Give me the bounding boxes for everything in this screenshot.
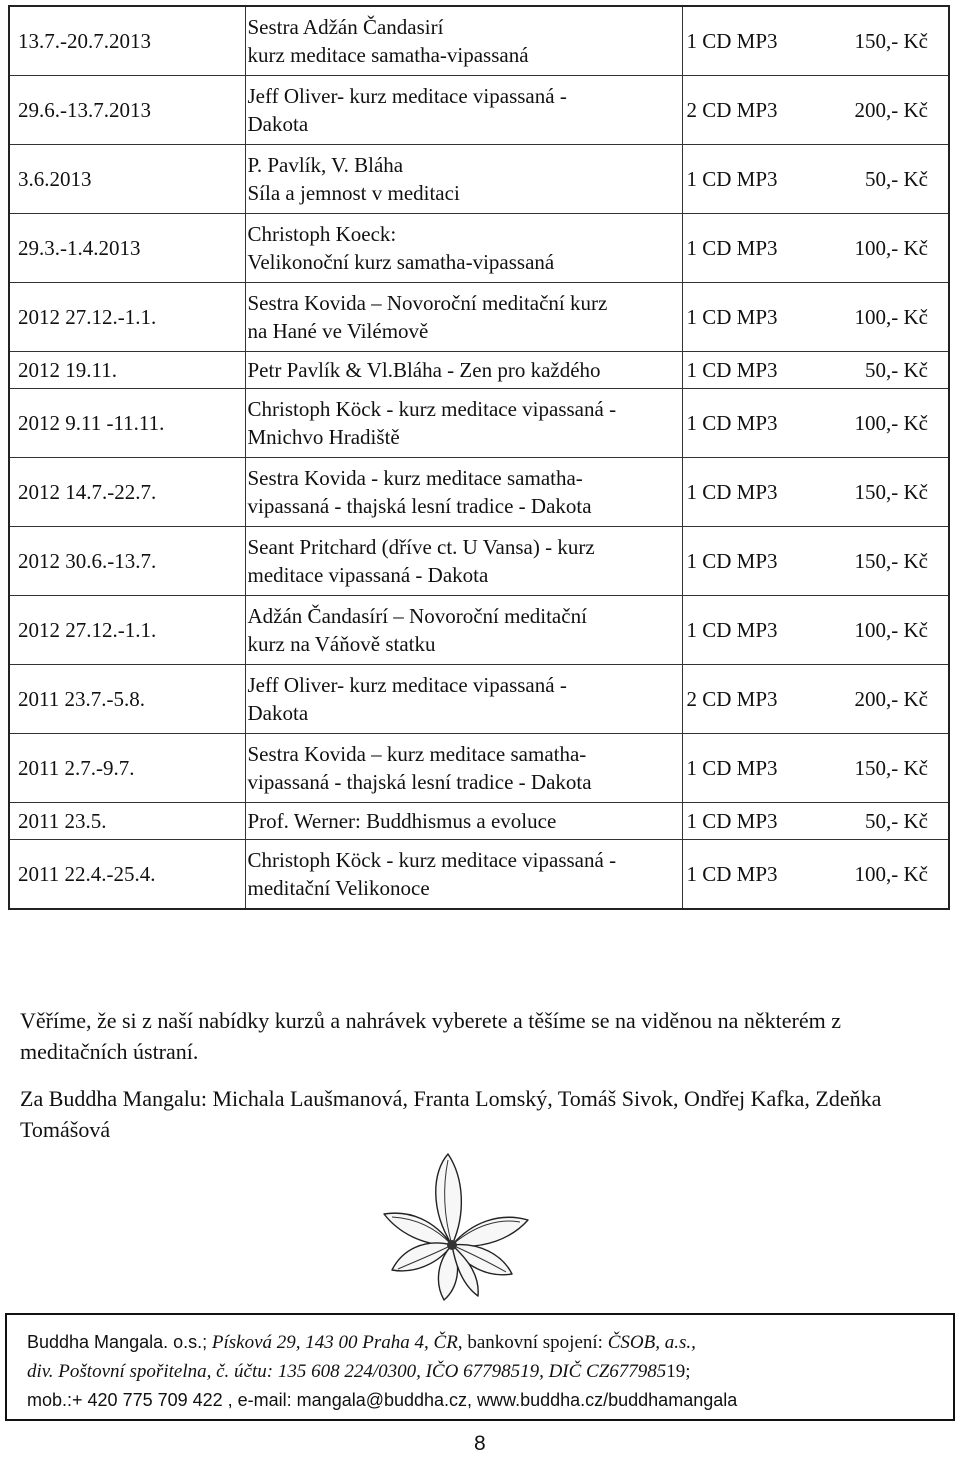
row-media: 1 CD MP3 <box>682 527 832 596</box>
row-date: 29.3.-1.4.2013 <box>9 214 245 283</box>
table-row <box>9 596 949 665</box>
row-title: Jeff Oliver- kurz meditace vipassaná - Dakota <box>245 76 682 145</box>
table-row <box>9 665 949 734</box>
row-price: 100,- Kč <box>832 389 949 458</box>
row-media: 1 CD MP3 <box>682 214 832 283</box>
row-date: 2012 27.12.-1.1. <box>9 283 245 352</box>
row-date: 2012 9.11 -11.11. <box>9 389 245 458</box>
row-title: Adžán Čandasírí – Novoroční meditační kurz na Váňově statku <box>245 596 682 665</box>
row-date: 2011 2.7.-9.7. <box>9 734 245 803</box>
row-price: 100,- Kč <box>832 840 949 910</box>
row-title: Petr Pavlík & Vl.Bláha - Zen pro každého <box>245 352 682 389</box>
table-row <box>9 352 949 389</box>
table-row <box>9 458 949 527</box>
row-media: 1 CD MP3 <box>682 389 832 458</box>
page-number: 8 <box>474 1432 486 1455</box>
row-title: Sestra Kovida – kurz meditace samatha- vipassaná - thajská lesní tradice - Dakota <box>245 734 682 803</box>
row-title: Christoph Köck - kurz meditace vipassaná - meditační Velikonoce <box>245 840 682 910</box>
footer-contact-box <box>5 1313 955 1421</box>
table-row <box>9 145 949 214</box>
table-row <box>9 734 949 803</box>
row-media: 1 CD MP3 <box>682 283 832 352</box>
row-media: 1 CD MP3 <box>682 803 832 840</box>
table-row <box>9 527 949 596</box>
footer-line-2 <box>27 1357 935 1386</box>
table-row <box>9 840 949 910</box>
row-price: 50,- Kč <box>832 803 949 840</box>
footer-contact: mob.:+ 420 775 709 422 , e-mail: mangala@buddha.cz, www.buddha.cz/buddhamangala <box>27 1390 738 1410</box>
row-date: 2011 23.5. <box>9 803 245 840</box>
row-date: 2011 22.4.-25.4. <box>9 840 245 910</box>
table-row <box>9 214 949 283</box>
row-media: 1 CD MP3 <box>682 596 832 665</box>
row-price: 50,- Kč <box>832 145 949 214</box>
row-title: Christoph Koeck: Velikonoční kurz samatha-vipassaná <box>245 214 682 283</box>
row-price: 100,- Kč <box>832 214 949 283</box>
footer-account-tail: 19; <box>666 1361 691 1382</box>
row-date: 13.7.-20.7.2013 <box>9 6 245 76</box>
lotus-flower-icon <box>362 1150 542 1305</box>
closing-paragraph: Věříme, že si z naší nabídky kurzů a nahrávek vyberete a těšíme se na viděnou na některém z meditačních ústraní. <box>20 1008 841 1064</box>
table-row <box>9 803 949 840</box>
row-price: 200,- Kč <box>832 76 949 145</box>
row-price: 150,- Kč <box>832 527 949 596</box>
row-price: 100,- Kč <box>832 596 949 665</box>
row-date: 3.6.2013 <box>9 145 245 214</box>
table-row <box>9 283 949 352</box>
table-row <box>9 6 949 76</box>
row-title: Sestra Kovida – Novoroční meditační kurz na Hané ve Vilémově <box>245 283 682 352</box>
table-row <box>9 389 949 458</box>
row-date: 2012 27.12.-1.1. <box>9 596 245 665</box>
row-media: 2 CD MP3 <box>682 665 832 734</box>
row-price: 100,- Kč <box>832 283 949 352</box>
row-price: 50,- Kč <box>832 352 949 389</box>
row-media: 1 CD MP3 <box>682 145 832 214</box>
recordings-table <box>8 5 950 910</box>
row-title: Christoph Köck - kurz meditace vipassaná - Mnichvo Hradiště <box>245 389 682 458</box>
row-media: 1 CD MP3 <box>682 734 832 803</box>
row-media: 1 CD MP3 <box>682 840 832 910</box>
row-title: P. Pavlík, V. Bláha Síla a jemnost v meditaci <box>245 145 682 214</box>
footer-org: Buddha Mangala. o.s.; <box>27 1332 208 1352</box>
row-media: 1 CD MP3 <box>682 6 832 76</box>
row-price: 150,- Kč <box>832 458 949 527</box>
row-price: 200,- Kč <box>832 665 949 734</box>
footer-account: div. Poštovní spořitelna, č. účtu: 135 608 224/0300, IČO 67798519, DIČ CZ677985 <box>27 1361 667 1382</box>
row-title: Jeff Oliver- kurz meditace vipassaná - Dakota <box>245 665 682 734</box>
row-date: 2012 30.6.-13.7. <box>9 527 245 596</box>
table-row <box>9 76 949 145</box>
row-date: 2012 14.7.-22.7. <box>9 458 245 527</box>
row-date: 2012 19.11. <box>9 352 245 389</box>
row-title: Seant Pritchard (dříve ct. U Vansa) - kurz meditace vipassaná - Dakota <box>245 527 682 596</box>
row-title: Sestra Kovida - kurz meditace samatha- vipassaná - thajská lesní tradice - Dakota <box>245 458 682 527</box>
row-media: 1 CD MP3 <box>682 352 832 389</box>
row-price: 150,- Kč <box>832 6 949 76</box>
footer-line-1 <box>27 1328 935 1357</box>
row-title: Prof. Werner: Buddhismus a evoluce <box>245 803 682 840</box>
row-media: 1 CD MP3 <box>682 458 832 527</box>
row-date: 29.6.-13.7.2013 <box>9 76 245 145</box>
team-signature: Za Buddha Mangalu: Michala Laušmanová, Franta Lomský, Tomáš Sivok, Ondřej Kafka, Zdeňka Tomášová <box>20 1086 882 1142</box>
footer-address: Písková 29, 143 00 Praha 4, ČR, <box>211 1332 463 1353</box>
row-media: 2 CD MP3 <box>682 76 832 145</box>
footer-bank: ČSOB, a.s., <box>607 1332 696 1353</box>
footer-bank-label: bankovní spojení: <box>467 1332 603 1353</box>
row-title: Sestra Adžán Čandasirí kurz meditace samatha-vipassaná <box>245 6 682 76</box>
row-price: 150,- Kč <box>832 734 949 803</box>
row-date: 2011 23.7.-5.8. <box>9 665 245 734</box>
